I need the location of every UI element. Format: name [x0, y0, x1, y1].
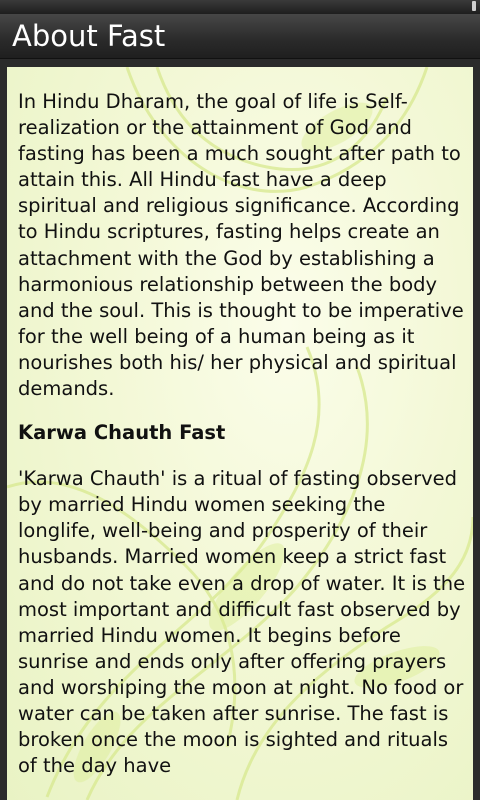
battery-icon: [472, 1, 476, 11]
article-body: [18, 89, 466, 779]
section-heading: Karwa Chauth Fast: [18, 421, 226, 445]
content-frame: [0, 59, 480, 800]
title-bar: [0, 14, 480, 59]
intro-paragraph: In Hindu Dharam, the goal of life is Self-realization or the attainment of God and fasting has been a much sought after path to attain this. All Hindu fast have a deep spiritual and religious significance. According to Hindu scriptures, fasting helps create an attachment with the God by establishing a harmonious relationship between the body and the soul. This is thought to be imperative for the well being of a human being as it nourishes both his/ her physical and spiritual demands.: [18, 90, 464, 401]
section-paragraph: 'Karwa Chauth' is a ritual of fasting observed by married Hindu women seeking the longlife, well-being and prosperity of their husbands. Married women keep a strict fast and do not take even a drop of water. It is the most important and difficult fast observed by married Hindu women. It begins before sunrise and ends only after offering prayers and worshiping the moon at night. No food or water can be taken after sunrise. The fast is broken once the moon is sighted and rituals of the day have: [18, 467, 466, 778]
page-title: About Fast: [12, 19, 166, 53]
status-bar: [0, 0, 480, 14]
article-scroll-view[interactable]: [7, 67, 473, 800]
